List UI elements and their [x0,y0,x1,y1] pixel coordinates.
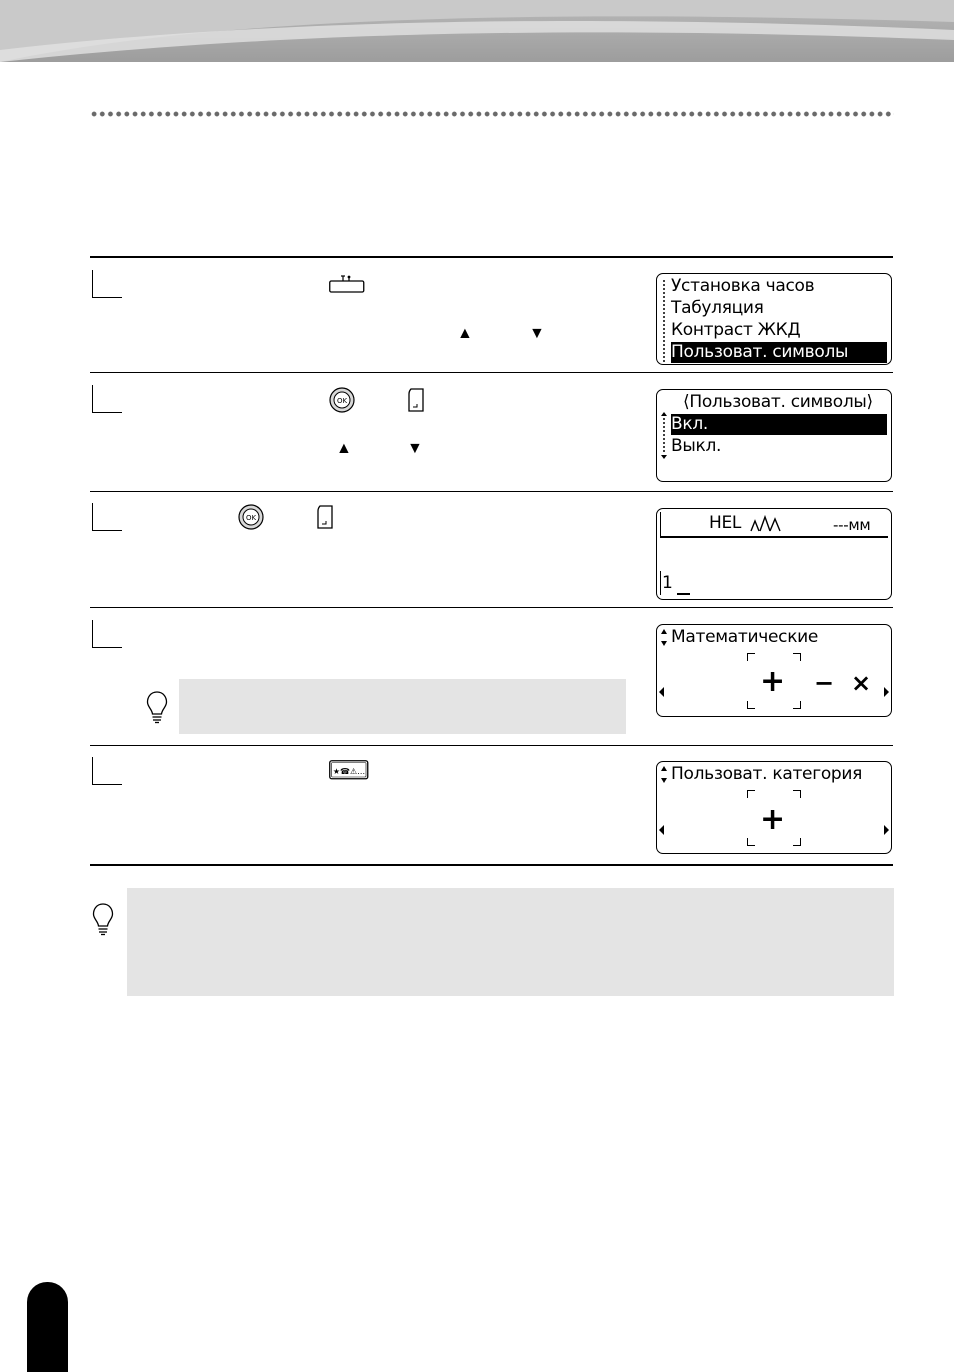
scroll-updown-icon [660,766,668,784]
scroll-updown-icon [660,412,668,460]
up-arrow-icon: ▲ [457,325,473,342]
svg-text:OK: OK [245,514,257,522]
lcd-category-name: Пользоват. категория [671,764,863,784]
step-2-number [92,385,122,413]
selection-corner [793,838,801,846]
banner-swoosh [0,0,954,62]
step-4-number [92,620,122,648]
row-divider [90,607,893,608]
right-scroll-icon [883,687,889,697]
lcd-header-bracket [660,512,671,536]
lightbulb-icon [92,902,114,936]
row-divider [90,491,893,492]
lightbulb-icon [146,690,168,724]
font-size-glyphs-icon [749,513,783,533]
lcd-menu-item: Установка часов [671,276,815,296]
header-banner [0,0,954,62]
svg-text:★☎⚠…: ★☎⚠… [332,767,366,776]
selection-corner [793,701,801,709]
hint-note-box [179,679,626,734]
left-scroll-icon [659,825,665,835]
scroll-dotted-icon [661,280,667,362]
lcd-header-length: ---мм [833,516,871,534]
symbol-plus: + [760,664,786,699]
row-divider [90,745,893,746]
lcd-header-rule [660,536,888,538]
lcd-menu-item: Контраст ЖКД [671,320,801,340]
lcd-text-entry [656,508,892,600]
lcd-menu-item: Табуляция [671,298,764,318]
lcd-setup-menu [656,273,892,365]
down-arrow-icon: ▼ [529,325,545,342]
enter-key-icon [317,505,335,529]
lcd-menu-item-selected: Пользоват. символы [671,342,887,363]
setup-key-icon [329,275,365,293]
selection-corner [747,701,755,709]
symbol-multiply: × [851,669,872,697]
down-arrow-icon: ▼ [407,440,423,457]
ok-key-icon [238,504,264,530]
lcd-symbol-category-math [656,624,892,717]
selection-corner [793,790,801,798]
step-1-number [92,270,122,298]
lcd-symbol-category-user [656,761,892,854]
table-top-rule [90,256,893,258]
lcd-line-bracket [660,571,666,595]
lcd-title: ⟨Пользоват. символы⟩ [683,392,873,412]
symbol-plus: + [760,802,786,837]
selection-corner [747,838,755,846]
selection-corner [747,653,755,661]
selection-corner [747,790,755,798]
step-5-number [92,757,122,785]
right-scroll-icon [883,825,889,835]
bottom-note-box [127,888,894,996]
row-divider [90,372,893,373]
left-scroll-icon [659,687,665,697]
enter-key-icon [408,388,426,412]
svg-text:OK: OK [336,397,348,405]
scroll-updown-icon [660,629,668,647]
lcd-cursor [677,593,690,595]
lcd-user-symbols-setting [656,389,892,482]
step-3-number [92,503,122,531]
lcd-option: Выкл. [671,436,722,456]
lcd-header-text: HEL [709,513,742,533]
dotted-separator [90,111,894,117]
page-edge-tab [27,1282,68,1372]
selection-corner [793,653,801,661]
symbol-minus: − [814,669,835,697]
lcd-category-name: Математические [671,627,819,647]
lcd-option-selected: Вкл. [671,414,887,435]
symbol-key-icon [329,760,369,780]
lcd-line-marker: 1 [662,573,673,593]
ok-key-icon [329,387,355,413]
up-arrow-icon: ▲ [336,440,352,457]
table-bottom-rule [90,864,893,866]
